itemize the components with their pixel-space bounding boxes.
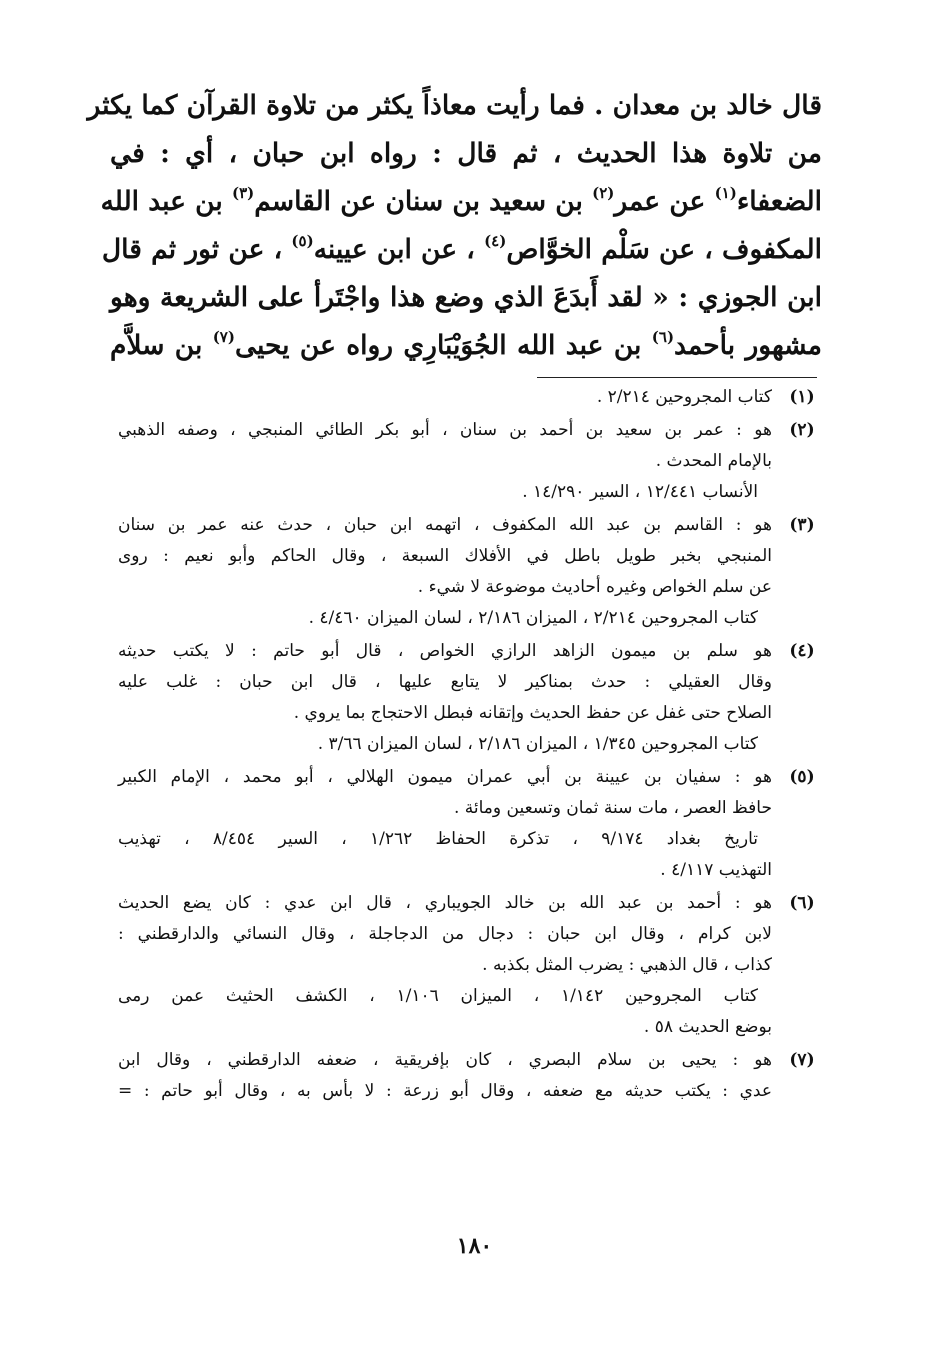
page-number: ١٨٠ (456, 1233, 493, 1259)
footnote-reference: (٢) (592, 184, 615, 203)
footnote-line: هو : أحمد بن عبد الله بن خالد الجويباري ، قال ابن عدي : كان يضع الحديث (118, 893, 772, 913)
footnote-reference: (١) (714, 184, 737, 203)
footnote-4 (118, 636, 824, 760)
main-text-line-4: المكفوف ، عن سَلْم الخوَّاص$^{(٤)}$ ، عن ابن عيينه$^{(٥)}$ ، عن ثور ثم قال (101, 232, 822, 265)
footnote-line: هو : عمر بن سعيد بن أحمد بن سنان ، أبو بكر الطائي المنبجي ، وصفه الذهبي (118, 420, 772, 440)
footnote-source: كتاب المجروحين ٢/٢١٤ ، الميزان ٢/١٨٦ ، لسان الميزان ٤/٤٦٠ . (308, 608, 758, 628)
main-text-line-2: من تلاوة هذا الحديث ، ثم قال : رواه ابن حبان ، أي : في (110, 138, 822, 169)
footnote-reference: (٣) (231, 184, 255, 203)
footnote-line: عدي : يكتب حديثه مع ضعفه ، وقال أبو زرعة : لا بأس به ، وقال أبو حاتم : = (118, 1081, 772, 1101)
footnote-number: (٢) (789, 420, 815, 440)
footnote-source: بوضع الحديث ٥٨ . (643, 1017, 772, 1037)
footnote-line: هو : يحيى بن سلام البصري ، كان بإفريقية ، ضعفه الدارقطني ، وقال ابن (118, 1050, 772, 1070)
footnote-number: (٦) (789, 893, 815, 913)
footnote-separator (537, 377, 817, 378)
footnote-line: وقال العقيلي : حدث بمناكير لا يتابع عليها ، قال ابن حبان : غلب عليه (118, 672, 772, 692)
footnote-source: التهذيب ٤/١١٧ . (660, 860, 772, 880)
footnote-line: عن سلم الخواص وغيره أحاديث موضوعة لا شيء . (417, 577, 772, 597)
footnote-number: (٣) (789, 515, 815, 535)
footnote-line: كتاب المجروحين ٢/٢١٤ . (596, 387, 772, 407)
footnote-number: (٧) (789, 1050, 815, 1070)
main-text-line-6: مشهور بأحمد$^{(٦)}$ بن عبد الله الجُوَيْبَارِي رواه عن يحيى$^{(٧)}$ بن سلاَّم (110, 328, 823, 361)
footnote-line: لابن كرام ، وقال ابن حبان : دجال من الدجاجلة ، وقال النسائي والدارقطني : (118, 924, 772, 944)
footnote-reference: (٦) (651, 328, 675, 347)
footnote-2 (118, 415, 824, 508)
footnote-line: كذاب ، قال الذهبي : يضرب المثل بكذبه . (482, 955, 772, 975)
footnote-number: (١) (789, 387, 815, 407)
main-text-line-5: ابن الجوزي : « لقد أَبدَعَ الذي وضع هذا واجْتَرأ على الشريعة وهو (110, 282, 822, 313)
footnote-line: هو : سفيان بن عيينة بن أبي عمران ميمون الهلالي ، أبو محمد ، الإمام الكبير (118, 767, 772, 787)
footnote-reference: (٤) (484, 232, 507, 251)
footnote-line: الصلاح حتى غفل عن حفظ الحديث وإتقانه فبطل الاحتجاج بما يروي . (293, 703, 772, 723)
footnote-reference: (٥) (291, 232, 314, 251)
footnote-line: هو سلم بن ميمون الزاهد الرازي الخواص ، قال أبو حاتم : لا يكتب حديثه (118, 641, 772, 661)
footnote-line: هو : القاسم بن عبد الله المكفوف ، اتهمه ابن حبان ، حدث عنه عمر بن سنان (118, 515, 772, 535)
footnote-number: (٤) (789, 641, 815, 661)
footnote-number: (٥) (789, 767, 815, 787)
footnotes (118, 382, 824, 1109)
footnote-source: كتاب المجروحين ١/١٤٢ ، الميزان ١/١٠٦ ، الكشف الحثيث عمن رمى (118, 986, 758, 1006)
footnote-source: الأنساب ١٢/٤٤١ ، السير ١٤/٢٩٠ . (522, 482, 758, 502)
footnote-7 (118, 1045, 824, 1107)
main-text (87, 82, 823, 370)
footnote-line: حافظ العصر ، مات سنة ثمان وتسعين ومائة . (453, 798, 772, 818)
footnote-source: كتاب المجروحين ١/٣٤٥ ، الميزان ٢/١٨٦ ، لسان الميزان ٣/٦٦ . (317, 734, 758, 754)
footnote-1 (118, 382, 824, 413)
main-text-line-1: قال خالد بن معدان . فما رأيت معاذاً يكثر من تلاوة القرآن كما يكثر (87, 90, 822, 121)
footnote-5 (118, 762, 824, 886)
footnote-line: بالإمام المحدث . (655, 451, 772, 471)
footnote-line: المنبجي بخبر طويل باطل في الأفلاك السبعة ، وقال الحاكم وأبو نعيم : روى (118, 546, 772, 566)
footnote-6 (118, 888, 824, 1043)
footnote-source: تاريخ بغداد ٩/١٧٤ ، تذكرة الحفاظ ١/٢٦٢ ، السير ٨/٤٥٤ ، تهذيب (118, 829, 758, 849)
main-text-line-3: الضعفاء$^{(١)}$ عن عمر$^{(٢)}$ بن سعيد بن سنان عن القاسم$^{(٣)}$ بن عبد الله (100, 184, 822, 217)
footnote-3 (118, 510, 824, 634)
footnote-reference: (٧) (212, 328, 235, 347)
